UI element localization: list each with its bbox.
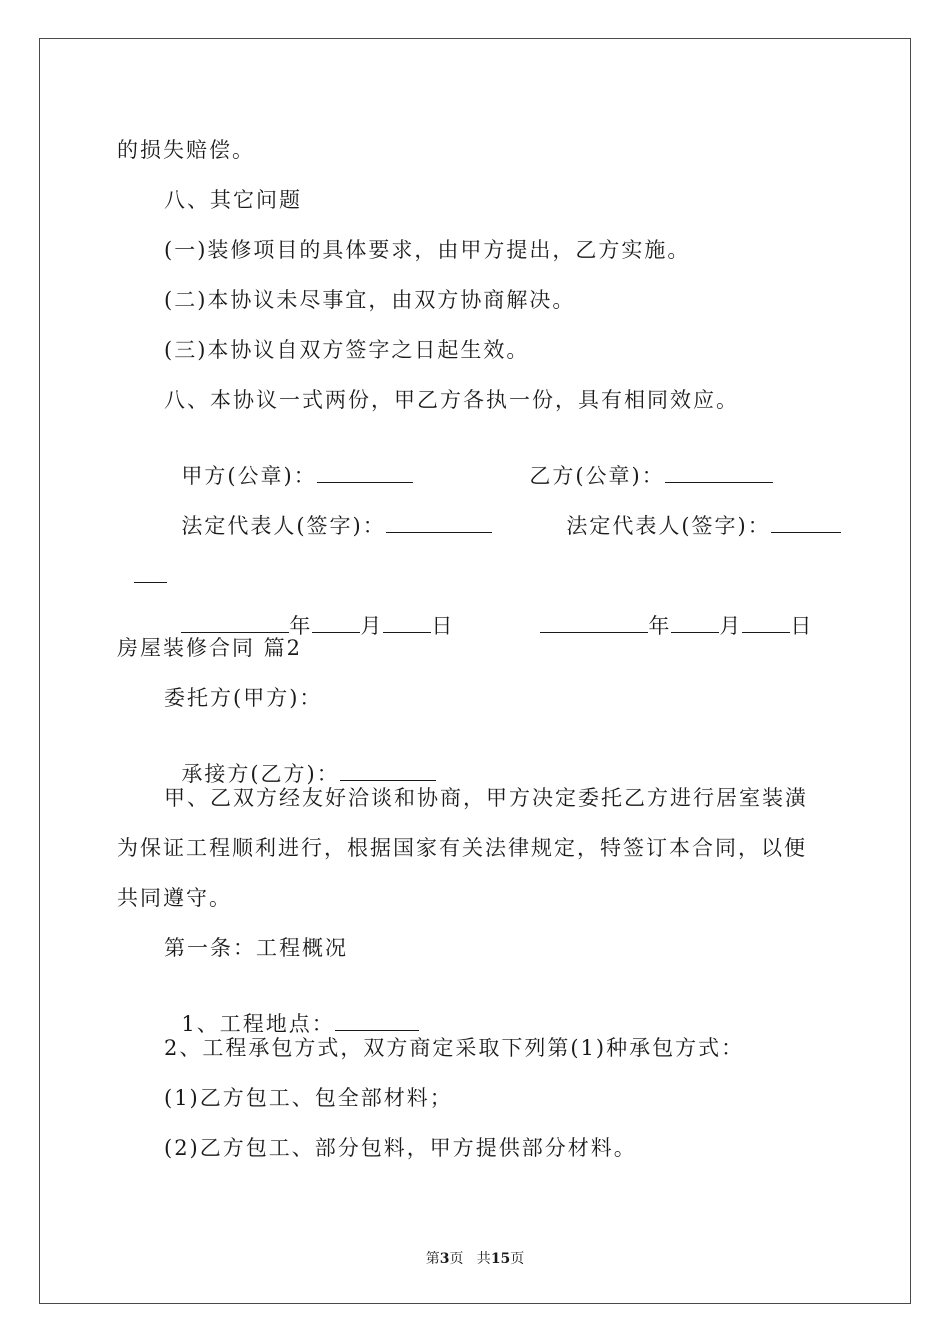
article-heading: 第一条：工程概况 <box>164 936 348 960</box>
option-1: (1)乙方包工、包全部材料； <box>164 1086 453 1110</box>
page-footer <box>0 1248 950 1268</box>
text-line: 八、本协议一式两份，甲乙方各执一份，具有相同效应。 <box>164 388 739 412</box>
rep-a-label: 法定代表人(签字)： <box>181 514 386 538</box>
page-border <box>39 38 911 1304</box>
date-b-month: 月 <box>719 614 743 638</box>
footer-suffix: 页 <box>510 1251 525 1267</box>
footer-mid: 页 共 <box>449 1251 491 1267</box>
party-a-seal-blank <box>317 464 413 483</box>
item-location <box>164 985 419 1037</box>
option-2: (2)乙方包工、部分包料，甲方提供部分材料。 <box>164 1136 637 1160</box>
party-b-seal-line <box>512 437 773 489</box>
footer-page-number: 3 <box>439 1251 450 1267</box>
section-heading: 八、其它问题 <box>164 188 302 212</box>
date-b-day: 日 <box>790 614 814 638</box>
client-label: 委托方(甲方)： <box>164 686 323 710</box>
party-b-seal-label: 乙方(公章)： <box>529 464 665 488</box>
item-method: 2、工程承包方式，双方商定采取下列第(1)种承包方式： <box>164 1036 745 1060</box>
rep-b-blank-cont <box>117 537 167 589</box>
party-a-seal-label: 甲方(公章)： <box>181 464 317 488</box>
date-a-day: 日 <box>431 614 455 638</box>
date-a-year: 年 <box>289 614 313 638</box>
text-line: (一)装修项目的具体要求，由甲方提出，乙方实施。 <box>164 238 691 262</box>
party-b-seal-blank <box>665 464 773 483</box>
date-b-line <box>523 587 813 639</box>
date-a-month: 月 <box>360 614 384 638</box>
text-line: 的损失赔偿。 <box>117 138 255 162</box>
item-location-label: 1、工程地点： <box>181 1012 335 1036</box>
section-2-title: 房屋装修合同 篇2 <box>117 636 303 660</box>
rep-b-line <box>549 487 841 539</box>
rep-a-line <box>164 487 492 539</box>
rep-b-blank <box>771 514 841 533</box>
text-line: (三)本协议自双方签字之日起生效。 <box>164 338 530 362</box>
paragraph-line: 甲、乙双方经友好洽谈和协商，甲方决定委托乙方进行居室装潢 <box>164 786 808 810</box>
rep-a-blank <box>386 514 492 533</box>
footer-prefix: 第 <box>425 1251 440 1267</box>
contractor-label: 承接方(乙方)： <box>181 762 340 786</box>
party-a-seal-line <box>164 437 413 489</box>
date-b-year: 年 <box>648 614 672 638</box>
contractor-line <box>164 735 436 787</box>
contractor-blank <box>340 762 436 781</box>
footer-total-pages: 15 <box>490 1251 511 1267</box>
text-line: (二)本协议未尽事宜，由双方协商解决。 <box>164 288 576 312</box>
date-a-line <box>164 587 454 639</box>
rep-b-label: 法定代表人(签字)： <box>566 514 771 538</box>
paragraph-line: 共同遵守。 <box>117 886 232 910</box>
paragraph-line: 为保证工程顺利进行，根据国家有关法律规定，特签订本合同，以便 <box>117 836 807 860</box>
item-location-blank <box>335 1012 419 1031</box>
